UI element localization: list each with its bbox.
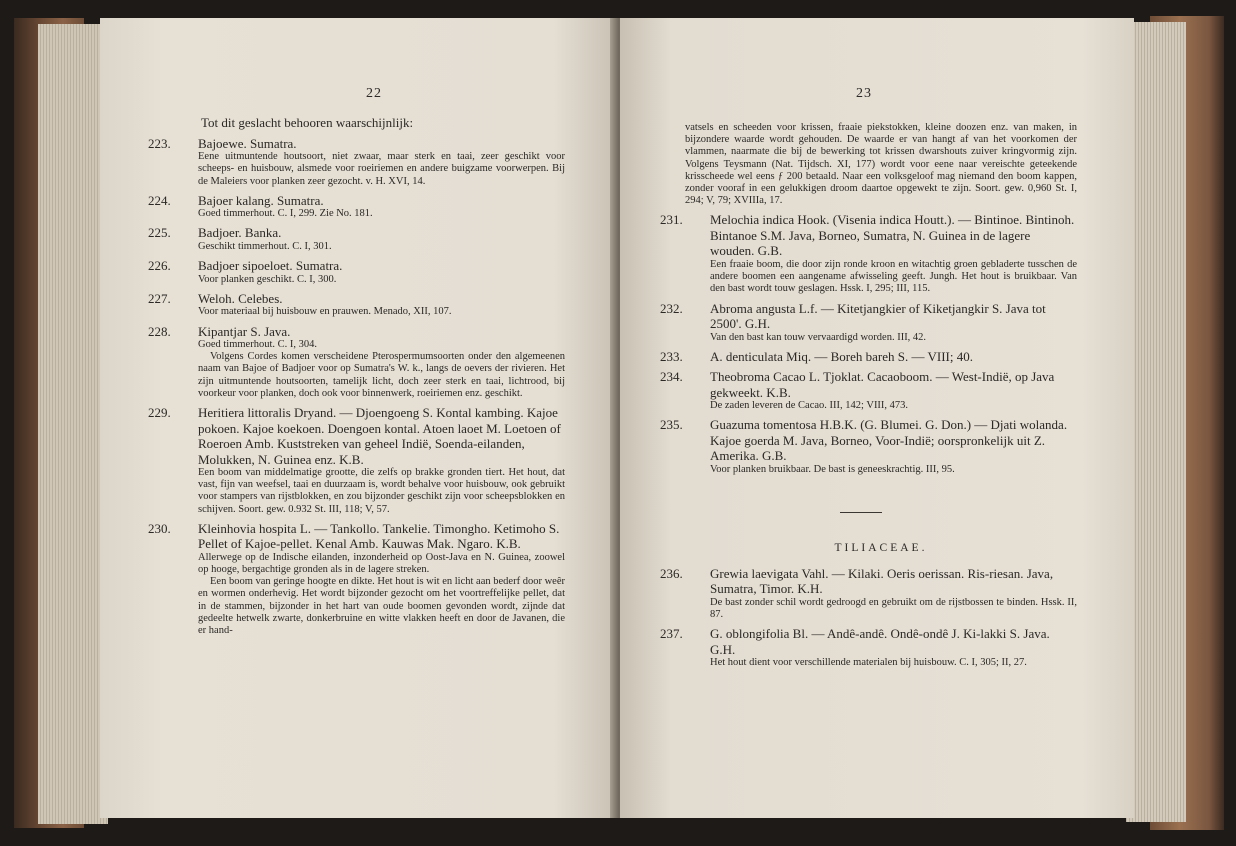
entry [660, 348, 1077, 365]
entry-title: Badjoer. Banka. [198, 225, 282, 241]
entry-heading [148, 225, 565, 241]
entry [660, 417, 1077, 476]
entry-title: A. denticulata Miq. — Boreh bareh S. — VIII; 40. [710, 348, 973, 364]
entry-description: Allerwege op de Indische eilanden, inzonderheid op Oost-Java en N. Guinea, zoowel op hooge, bergachtige gronden als in de lagere streken. [198, 551, 565, 576]
entry-description: Voor materiaal bij huisbouw en prauwen. Menado, XII, 107. [198, 306, 452, 318]
family-heading: TILIACEAE. [834, 542, 928, 555]
entry-number: 235. [660, 417, 683, 433]
entry-title: Weloh. Celebes. [198, 290, 283, 306]
entry-description: Een fraaie boom, die door zijn ronde kroon en witachtig groen gebladerte tusschen de andere boomen een aangename afwisseling geeft. Jungh. Het hout is bruikbaar. Van den bast wordt touw geslagen. Hssk. I, 295; III, 115. [710, 258, 1077, 295]
entry [660, 300, 1077, 344]
right-page-edges [1126, 22, 1186, 822]
entry-description: De bast zonder schil wordt gedroogd en gebruikt om de rijstbossen te binden. Hssk. II, 87. [710, 596, 1077, 620]
entry-heading [148, 258, 565, 274]
entry-number: 223. [148, 135, 171, 151]
entry-title: Abroma angusta L.f. — Kitetjangkier of Kiketjangkir S. Java tot 2500'. G.H. [710, 300, 1046, 332]
entry-description: Goed timmerhout. C. I, 299. Zie No. 181. [198, 208, 373, 220]
entry-number: 226. [148, 258, 171, 274]
page-number: 22 [366, 86, 382, 101]
entry-description: Van den bast kan touw vervaardigd worden. III, 42. [710, 331, 927, 343]
entry-description: De zaden leveren de Cacao. III, 142; VIII, 473. [710, 400, 909, 412]
entry-number: 236. [660, 565, 683, 581]
right-page [620, 18, 1134, 818]
entry-heading [148, 192, 565, 209]
entry [148, 405, 565, 516]
entry-heading [660, 369, 1077, 400]
entry-description: Goed timmerhout. C. I, 304. [198, 339, 317, 351]
entry [660, 369, 1077, 412]
entry-number: 224. [148, 192, 171, 208]
entry-heading [148, 520, 565, 552]
entry-title: Kleinhovia hospita L. — Tankollo. Tankelie. Timongho. Ketimoho S. Pellet of Kajoe-pellet. Kenal Amb. Kauwas Mak. Ngaro. K.B. [198, 520, 560, 552]
entry-title: Grewia laevigata Vahl. — Kilaki. Oeris oerissan. Ris-riesan. Java, Sumatra, Timor. K.H. [710, 565, 1054, 597]
entry-heading [148, 290, 565, 307]
entry-description: Voor planken bruikbaar. De bast is geneeskrachtig. III, 95. [710, 463, 955, 475]
entry-title: Kipantjar S. Java. [198, 323, 291, 339]
entry [148, 520, 565, 637]
entry [148, 258, 565, 286]
entry [148, 135, 565, 188]
entry-title: G. oblongifolia Bl. — Andê-andê. Ondê-ondê J. Ki-lakki S. Java. G.H. [710, 626, 1050, 657]
entry-number: 234. [660, 369, 683, 385]
entry [148, 290, 565, 319]
entry-title: Bajoewe. Sumatra. [198, 135, 297, 151]
entry [660, 565, 1077, 621]
entry-description: Geschikt timmerhout. C. I, 301. [198, 240, 332, 252]
entry-heading [660, 565, 1077, 597]
entry-title: Badjoer sipoeloet. Sumatra. [198, 258, 343, 274]
page-number: 23 [856, 86, 872, 101]
entry-heading [660, 417, 1077, 464]
left-page-edges [38, 24, 108, 824]
entry-title: Melochia indica Hook. (Visenia indica Houtt.). — Bintinoe. Bintinoh. Bintanoe S.M. Java, Borneo, Sumatra, N. Guinea in de lagere wouden. G.B. [710, 212, 1075, 259]
entry-title: Theobroma Cacao L. Tjoklat. Cacaoboom. — West-Indië, op Java gekweekt. K.B. [710, 369, 1055, 400]
entry-description: Voor planken geschikt. C. I, 300. [198, 273, 337, 285]
entry-number: 231. [660, 212, 683, 228]
entry-title: Guazuma tomentosa H.B.K. (G. Blumei. G. Don.) — Djati wolanda. Kajoe goerda M. Java, Borneo, Voor-Indië; oorspronkelijk uit Z. Amerika. G.B. [710, 417, 1068, 464]
left-page [100, 18, 616, 818]
entry-heading [148, 323, 565, 340]
entry [148, 323, 565, 401]
continued-paragraph: vatsels en scheeden voor krissen, fraaie piekstokken, kleine doozen enz. van maken, in bijzondere waarde wordt gehouden. De waarde er van hangt af van het voorkomen der vlammen, naarmate die bij de bewerking tot krissen dwarshouts zuiver kringvormig zijn. Volgens Teysmann (Nat. Tijdsch. XI, 177) wordt voor eene naar vereischte geteekende krisscheede wel eens ƒ 200 betaald. Naar een volksgeloof mag niemand den boom kappen, zonder vooraf in een gelukkigen droom daartoe opgewekt te zijn. Soort. gew. 0,960 St. I, 294; V, 79; XVIIIa, 17. [685, 122, 1077, 207]
entry-heading [148, 405, 565, 467]
entry-heading [660, 212, 1077, 259]
entry-number: 227. [148, 290, 171, 306]
entry [148, 225, 565, 253]
entries-top [660, 212, 1077, 476]
left-text-column [148, 115, 565, 637]
entry-heading [660, 300, 1077, 332]
entry-heading [660, 348, 1077, 365]
entry-number: 228. [148, 323, 171, 339]
entry-description: Het hout dient voor verschillende materialen bij huisbouw. C. I, 305; II, 27. [710, 657, 1027, 669]
entry-number: 237. [660, 626, 683, 642]
entry [660, 626, 1077, 669]
intro-line: Tot dit geslacht behooren waarschijnlijk: [201, 115, 414, 130]
right-text-column [660, 122, 1077, 669]
entry-number: 230. [148, 520, 171, 536]
entry-title: Heritiera littoralis Dryand. — Djoengoeng S. Kontal kambing. Kajoe pokoen. Kajoe koekoen. Doengoen kontal. Atoen laoet M. Loetoen of Roeroen Amb. Kuststreken van geheel Indië, Soenda-eilanden, Molukken, N. Guinea enz. K.B. [198, 405, 561, 467]
entry-description: Eene uitmuntende houtsoort, niet zwaar, maar sterk en taai, zeer geschikt voor scheeps- en huisbouw, alsmede voor roeiriemen en andere buigzame voorwerpen. Bij de Maleiers voor planken zeer gezocht. v. H. XVI, 14. [198, 151, 565, 187]
entry-description: Volgens Cordes komen verscheidene Pterospermumsoorten onder den algemeenen naam van Bajoe of Badjoer voor op Sumatra's W. k., langs de oevers der rivieren. Het zijn uitmuntende houtsoorten, tamelijk licht, doch zeer sterk en taai, lichtrood, bij voorkeur voor planken, doch ook voor binnenwerk, roeiriemen enz. geschikt. [198, 351, 565, 399]
entries-bottom [660, 565, 1077, 670]
entry-heading [148, 135, 565, 152]
entry-description: Een boom van geringe hoogte en dikte. Het hout is wit en licht aan bederf door weêr en wormen onderhevig. Het wordt bijzonder gezocht om het voortreffelijke pellet, dat in de stammen, bijzonder in het hart van oude boomen gevonden wordt, zijnde dat gedeelte hetwelk zwarte, donkerbruine en witte vlakken heeft en door de Javanen, die er hand- [198, 576, 565, 637]
entry [660, 212, 1077, 295]
section-rule [840, 512, 882, 513]
entry-description: Een boom van middelmatige grootte, die zelfs op brakke gronden tiert. Het hout, dat vast, fijn van weefsel, taai en duurzaam is, wordt behalve voor huisbouw, ook gebruikt voor stampers van rijstblokken, en zou bijzonder geschikt zijn voor scheepsblokken en schijven. Soort. gew. 0.932 St. III, 118; V, 57. [198, 467, 565, 515]
entry-number: 225. [148, 225, 171, 241]
entry-number: 232. [660, 300, 683, 316]
entry-heading [660, 626, 1077, 657]
entry-title: Bajoer kalang. Sumatra. [198, 192, 324, 208]
entry-number: 233. [660, 348, 683, 364]
entry [148, 192, 565, 221]
entry-number: 229. [148, 405, 171, 421]
